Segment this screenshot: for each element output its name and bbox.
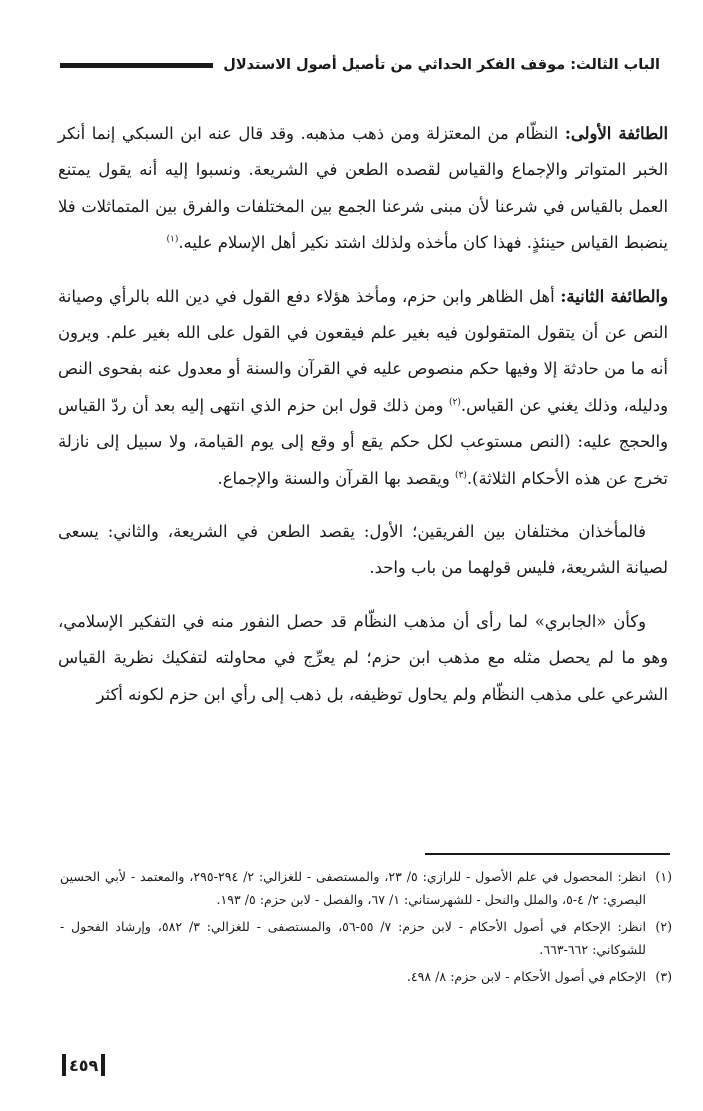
paragraph-lead: والطائفة الثانية:: [560, 286, 668, 306]
paragraph-lead: الطائفة الأولى:: [564, 124, 668, 143]
paragraph-comparison: فالمأخذان مختلفان بين الفريقين؛ الأول: يقصد الطعن في الشريعة، والثاني: يسعى لصيانة الشريعة، فليس قولهما من باب واحد.: [58, 522, 668, 578]
footnote-ref[interactable]: (١): [166, 234, 179, 245]
footnote-ref[interactable]: (٢): [448, 397, 461, 408]
running-header: [60, 50, 660, 80]
chapter-title: الباب الثالث: موقف الفكر الحداثي من تأصيل أصول الاستدلال: [223, 57, 660, 73]
footnote-separator: [425, 853, 670, 855]
paragraph-jabri: وكأن «الجابري» لما رأى أن مذهب النظّام قد حصل النفور منه في التفكير الإسلامي، وهو ما لم يحصل مثله مع مذهب ابن حزم؛ لم يعرِّج في محاولته لتفكيك نظرية القياس الشرعي على مذهب النظّام ولم يحاول توظيفه، بل ذهب إلى رأي ابن حزم لكونه أكثر: [58, 611, 668, 704]
main-text: [58, 116, 668, 730]
paragraph-text: ويقصد بها القرآن والسنة والإجماع.: [217, 468, 455, 488]
footnote-number: (٣): [655, 969, 672, 985]
footnote-number: (١): [655, 869, 672, 884]
paragraph-second-group: [58, 279, 668, 497]
footnote-item: [60, 966, 672, 989]
page-number: [62, 1052, 105, 1078]
footnote-item: [60, 866, 672, 911]
page-number-bar: [101, 1054, 105, 1076]
paragraph-text: ومن ذلك قول ابن حزم الذي انتهى إليه بعد أن ردّ القياس والحجج عليه: (النص مستوعب لكل حكم يقع أو وقع إلى يوم القيامة، ولا سبيل إلى نازلة تخرج عن هذه الأحكام الثلاثة).: [58, 395, 668, 488]
paragraph-text: أهل الظاهر وابن حزم، ومأخذ هؤلاء دفع القول في دين الله بالرأي وصيانة النص عن أن يتقول المتقولون فيه بغير علم فيقعون في القول على الله بغير علم. ويرون أنه ما من حادثة إلا وفيها حكم منصوص عليه في القرآن والسنة أو معدول عنه بفحوى النص ودليله، وذلك يغني عن القياس.: [58, 286, 668, 415]
footnote-text: الإحكام في أصول الأحكام - لابن حزم: ٨/ ٤٩٨.: [406, 969, 646, 985]
header-rule: [60, 63, 213, 68]
footnote-text: انظر: الإحكام في أصول الأحكام - لابن حزم: ٧/ ٥٥-٥٦، والمستصفى - للغزالي: ٣/ ٥٨٢، وإرشاد الفحول - للشوكاني: ٦٦٢-٦٦٣.: [60, 919, 646, 957]
footnote-item: [60, 916, 672, 961]
paragraph-text: النظّام من المعتزلة ومن ذهب مذهبه. وقد قال عنه ابن السبكي إنما أنكر الخبر المتواتر والإجماع والقياس لقصده الطعن في الشريعة. ونسبوا إليه أنه يقول يمتنع العمل بالقياس في شرعنا لأن مبنى شرعنا الجمع بين المختلفات والفرق بين المتماثلات فلا ينضبط القياس حينئذٍ. فهذا كان مأخذه ولذلك اشتد نكير أهل الإسلام عليه.: [58, 124, 668, 253]
paragraph-first-group: [58, 116, 668, 262]
page-number-text: ٤٥٩: [69, 1055, 99, 1075]
footnote-text: انظر: المحصول في علم الأصول - للرازي: ٥/ ٢٣، والمستصفى - للغزالي: ٢/ ٢٩٤-٢٩٥، والمعتمد - لأبي الحسين البصري: ٢/ ٤-٥، والملل والنحل - للشهرستاني: ١/ ٦٧، والفصل - لابن حزم: ٥/ ١٩٣.: [60, 869, 646, 907]
footnotes: [60, 866, 672, 994]
footnote-ref[interactable]: (٣): [454, 470, 467, 481]
footnote-number: (٢): [655, 919, 672, 935]
